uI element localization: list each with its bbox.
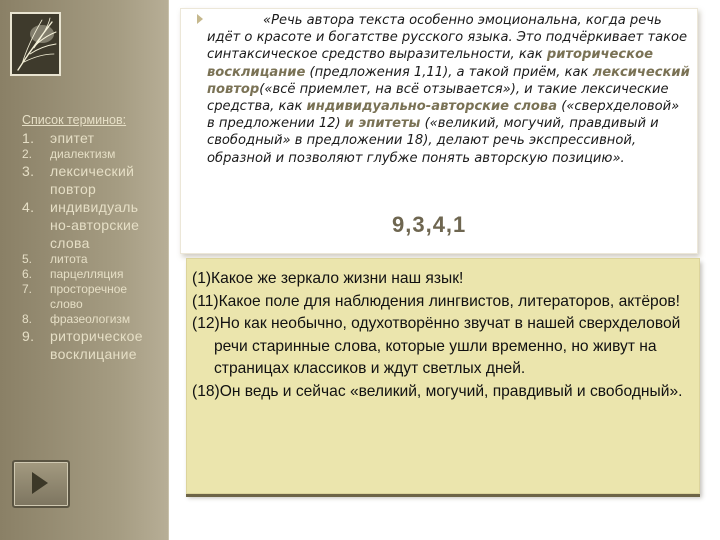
play-triangle-icon <box>31 471 49 495</box>
sentence-item: (11)Какое поле для наблюдения лингвистов, литераторов, актёров! <box>192 292 681 310</box>
term-item <box>22 129 162 147</box>
term-number: 8. <box>22 312 33 326</box>
quote-highlight: риторическое восклицание <box>207 47 653 80</box>
terms-list <box>22 112 162 363</box>
term-label: индивидуаль но-авторские слова <box>50 199 140 251</box>
quote-highlight: лексический повтор <box>207 64 690 97</box>
term-label: просторечное слово <box>50 282 128 311</box>
term-item <box>22 312 162 327</box>
term-item <box>22 162 162 198</box>
term-number: 2. <box>22 147 33 161</box>
term-number: 3. <box>22 163 35 179</box>
term-item <box>22 147 162 162</box>
quote-text: («великий, могучий, правдивый и свободный» в предложении 18), делают речь экспрессивной, образной и позволяют глубже понять авторскую позицию». <box>207 116 659 166</box>
quote-text: («сверхделовой» в предложении 12) <box>207 99 680 132</box>
quote-text: (предложения 1,11), а такой приём, как <box>305 64 593 80</box>
term-label: риторическое восклицание <box>50 328 143 362</box>
sentence-item: (1)Какое же зеркало жизни наш язык! <box>192 270 464 287</box>
term-label: литота <box>50 252 88 266</box>
term-label: лексический повтор <box>50 163 135 197</box>
term-number: 7. <box>22 282 33 296</box>
quote-highlight: и эпитеты <box>344 116 421 132</box>
term-label: диалектизм <box>50 147 116 161</box>
term-label: эпитет <box>50 130 95 146</box>
term-item <box>22 267 162 282</box>
bullet-triangle-icon <box>197 14 203 24</box>
term-label: парцелляция <box>50 267 124 281</box>
quote-text: «Речь автора текста особенно эмоциональна, когда речь идёт о красоте и богатстве русского языка. Это подчёркивает такое синтаксическое средство выразительности, как <box>207 13 688 63</box>
sentence-item: (18)Он ведь и сейчас «великий, могучий, правдивый и свободный». <box>192 382 683 400</box>
quote-text: («всё приемлет, на всё отзывается»), и такие лексические средства, как <box>207 81 669 115</box>
term-number: 4. <box>22 199 35 215</box>
play-button[interactable] <box>12 460 70 508</box>
sentences-list <box>192 268 696 403</box>
term-number: 6. <box>22 267 33 281</box>
term-label: фразеологизм <box>50 312 131 326</box>
term-item <box>22 327 162 363</box>
term-item <box>22 252 162 267</box>
term-number: 1. <box>22 130 35 146</box>
term-number: 9. <box>22 328 35 344</box>
term-number: 5. <box>22 252 33 266</box>
term-item <box>22 282 162 312</box>
flower-logo-image <box>10 12 61 76</box>
answer-code: 9,3,4,1 <box>392 212 467 237</box>
term-item <box>22 198 162 252</box>
sidebar <box>0 0 169 540</box>
analysis-quote <box>207 12 691 167</box>
sentence-item: (12)Но как необычно, одухотворённо звучат в нашей сверхделовой речи старинные слова, которые ушли временно, но живут на страницах классиков и ждут светлых дней. <box>192 315 681 377</box>
terms-title: Список терминов: <box>22 113 127 127</box>
quote-highlight: индивидуально-авторские слова <box>306 99 558 115</box>
